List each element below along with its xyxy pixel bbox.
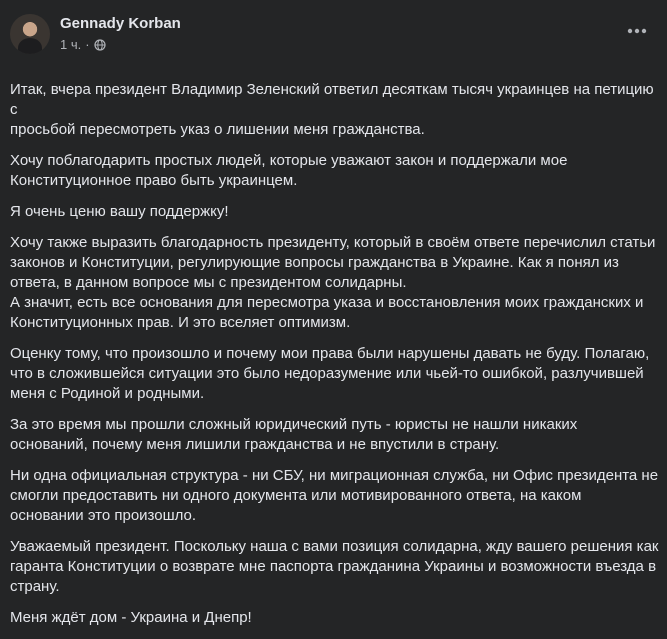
- post-body: [10, 80, 662, 639]
- post-paragraph: Оценку тому, что произошло и почему мои права были нарушены давать не буду. Полагаю, что в сложившейся ситуации это было недоразумение или чьей-то ошибкой, разлучившей меня с Родиной и родными.: [10, 345, 650, 402]
- post-paragraph: Уважаемый президент. Поскольку наша с вами позиция солидарна, жду вашего решения как гаранта Конституции о возврате мне паспорта гражданина Украины и возможности въезда в страну.: [10, 538, 659, 595]
- post-paragraph: Меня ждёт дом - Украина и Днепр!: [10, 609, 252, 626]
- post-header: [10, 14, 181, 54]
- post-timestamp[interactable]: 1 ч.: [60, 37, 82, 52]
- more-horizontal-icon: [627, 17, 647, 40]
- post-paragraph: Хочу поблагодарить простых людей, которые уважают закон и поддержали мое Конституционное право быть украинцем.: [10, 152, 568, 189]
- post-paragraph: Ни одна официальная структура - ни СБУ, ни миграционная служба, ни Офис президента не смогли предоставить ни одного документа или мотивированного ответа, на каком основании это произошло.: [10, 467, 659, 524]
- more-options-button[interactable]: [625, 18, 649, 38]
- post-meta: [60, 14, 181, 53]
- separator-dot: ·: [85, 37, 90, 52]
- post-subline: [60, 37, 181, 53]
- author-avatar[interactable]: [10, 14, 50, 54]
- post-paragraph: За это время мы прошли сложный юридический путь - юристы не нашли никаких оснований, почему меня лишили гражданства и не впустили в страну.: [10, 416, 578, 453]
- post-paragraph: Итак, вчера президент Владимир Зеленский ответил десяткам тысяч украинцев на петицию с просьбой пересмотреть указ о лишении меня гражданства.: [10, 81, 654, 138]
- author-name[interactable]: Gennady Korban: [60, 15, 181, 32]
- globe-icon[interactable]: [94, 39, 106, 51]
- post-paragraph: Я очень ценю вашу поддержку!: [10, 203, 229, 220]
- post-paragraph: Хочу также выразить благодарность президенту, который в своём ответе перечислил статьи законов и Конституции, регулирующие вопросы гражданства в Украине. Как я понял из ответа, в данном вопросе мы с президентом солидарны. А значит, есть все основания для пересмотра указа и восстановления моих гражданских и Конституционных прав. И это вселяет оптимизм.: [10, 234, 656, 331]
